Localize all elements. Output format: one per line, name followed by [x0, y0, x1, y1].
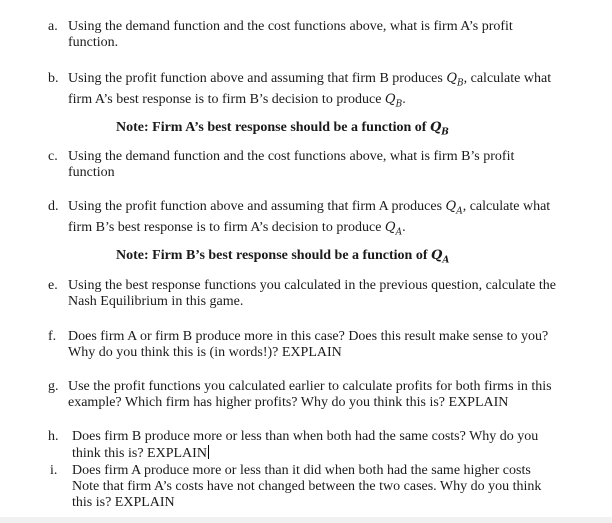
question-line: Using the best response functions you calculated in the previous question, calculate the	[68, 278, 556, 293]
question-letter: b.	[48, 71, 59, 86]
math-variable: $Q_A$	[431, 248, 450, 266]
question-line: function.	[68, 35, 119, 50]
question-letter: d.	[48, 199, 59, 214]
question-letter: i.	[50, 463, 58, 478]
question-line: Does firm A or firm B produce more in this case? Does this result make sense to you?	[68, 329, 549, 344]
question-text	[68, 278, 594, 310]
question-text	[68, 199, 594, 240]
question-line: Using the demand function and the cost functions above, what is firm B’s profit	[68, 149, 515, 164]
question-line: this is? EXPLAIN	[72, 495, 175, 510]
question-text	[68, 379, 594, 411]
note-firm-a: Note: Firm A’s best response should be a function of $Q_B$	[116, 120, 449, 138]
math-variable: $Q_B$	[429, 120, 449, 138]
math-variable: $Q_B$	[446, 71, 464, 89]
text-cursor	[208, 445, 209, 459]
question-line: Nash Equilibrium in this game.	[68, 294, 244, 309]
question-line: Note that firm A’s costs have not changed between the two cases. Why do you think	[72, 479, 542, 494]
question-text	[68, 149, 594, 181]
question-line: example? Which firm has higher profits? Why do you think this is? EXPLAIN	[68, 395, 509, 410]
question-line: Does firm A produce more or less than it did when both had the same higher costs	[72, 463, 531, 478]
question-line: think this is? EXPLAIN	[72, 446, 207, 461]
question-letter: h.	[48, 429, 59, 444]
question-line: firm A’s best response is to firm B’s decision to produce $Q_B$.	[68, 91, 406, 110]
question-line: Why do you think this is (in words!)? EXPLAIN	[68, 345, 342, 360]
math-variable: $Q_B$	[384, 91, 403, 110]
question-letter: e.	[48, 278, 58, 293]
question-text	[68, 329, 594, 361]
math-variable: $Q_A$	[384, 219, 403, 238]
question-letter: a.	[48, 19, 58, 34]
question-text	[72, 429, 594, 462]
question-text	[68, 19, 594, 51]
math-variable: $Q_A$	[445, 199, 463, 217]
note-firm-b: Note: Firm B’s best response should be a function of $Q_A$	[116, 248, 450, 266]
question-text	[68, 71, 594, 112]
question-letter: g.	[48, 379, 59, 394]
question-line: function	[68, 165, 115, 180]
question-text	[72, 463, 594, 511]
question-line: firm B’s best response is to firm A’s decision to produce $Q_A$.	[68, 219, 406, 238]
question-letter: c.	[48, 149, 58, 164]
page-bottom-edge	[0, 517, 612, 523]
question-line: Using the demand function and the cost functions above, what is firm A’s profit	[68, 19, 513, 34]
question-line: Does firm B produce more or less than when both had the same costs? Why do you	[72, 429, 539, 444]
question-letter: f.	[48, 329, 57, 344]
question-line: Use the profit functions you calculated earlier to calculate profits for both firms in this	[68, 379, 552, 394]
question-line: Using the profit function above and assuming that firm A produces $Q_A$, calculate what	[68, 199, 551, 217]
question-line: Using the profit function above and assuming that firm B produces $Q_B$, calculate what	[68, 71, 552, 89]
